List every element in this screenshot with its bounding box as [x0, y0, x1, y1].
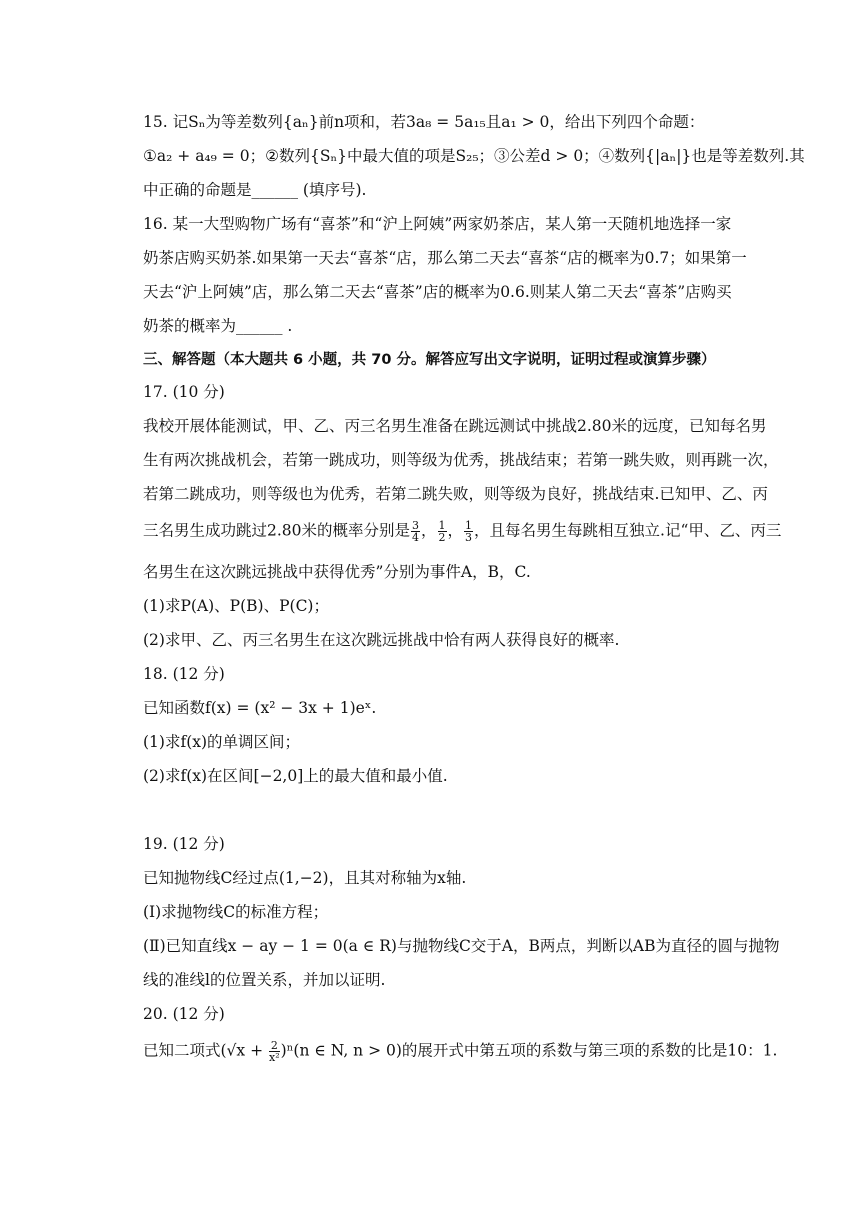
fraction-three-quarters: $\frac{3}{4}$: [412, 519, 420, 544]
q19-part2a: (Ⅱ)已知直线x − ay − 1 = 0(a ∈ R)与抛物线C交于A，B两点，判断以AB为直径的圆与抛物: [143, 937, 780, 955]
q20-line1-pre: 已知二项式(√x +: [143, 1041, 269, 1060]
q16-line2: 奶茶店购买奶茶.如果第一天去“喜茶“店，那么第二天去“喜茶“店的概率为0.7；如果第一: [143, 249, 747, 267]
q15-line3: 中正确的命题是______ (填序号).: [143, 181, 367, 199]
q15-line1: 15. 记Sₙ为等差数列{aₙ}前n项和，若3a₈ = 5a₁₅且a₁ > 0，给出下列四个命题：: [143, 113, 705, 131]
q16-line3: 天去“沪上阿姨”店，那么第二天去“喜茶”店的概率为0.6.则某人第二天去“喜茶”店购买: [143, 283, 732, 301]
q18-head: 18. (12 分): [143, 665, 225, 683]
q17-line4: 三名男生成功跳过2.80米的概率分别是 $\frac{3}{4}$ ， $\frac{1}{2}$ ， $\frac{1}{3}$ ，且每名男生每跳相互独立.记“甲、乙、丙三: [143, 519, 782, 544]
q17-line5: 名男生在这次跳远挑战中获得优秀”分别为事件A，B，C.: [143, 563, 531, 581]
q15-line2: ①a₂ + a₄₉ = 0；②数列{Sₙ}中最大值的项是S₂₅；③公差d > 0；④数列{|aₙ|}也是等差数列.其: [143, 147, 805, 165]
q18-line1: 已知函数f(x) = (x² − 3x + 1)eˣ.: [143, 699, 377, 717]
section-heading: 三、解答题（本大题共 6 小题，共 70 分。解答应写出文字说明，证明过程或演算步骤）: [143, 352, 716, 368]
q18-part2: (2)求f(x)在区间[−2,0]上的最大值和最小值.: [143, 767, 448, 785]
q17-line3: 若第二跳成功，则等级也为优秀，若第二跳失败，则等级为良好，挑战结束.已知甲、乙、丙: [143, 485, 768, 503]
q17-line4-post: ，且每名男生每跳相互独立.记“甲、乙、丙三: [474, 521, 782, 540]
q16-line4: 奶茶的概率为______ .: [143, 317, 293, 335]
q18-part1: (1)求f(x)的单调区间；: [143, 733, 301, 751]
q20-line1: [143, 1040, 783, 1063]
q17-line1: 我校开展体能测试，甲、乙、丙三名男生准备在跳远测试中挑战2.80米的远度，已知每名男: [143, 417, 767, 435]
q17-line4-pre: 三名男生成功跳过2.80米的概率分别是: [143, 521, 411, 540]
q17-part2: (2)求甲、乙、丙三名男生在这次跳远挑战中恰有两人获得良好的概率.: [143, 631, 620, 649]
q20-head: 20. (12 分): [143, 1005, 225, 1023]
q19-part1: (Ⅰ)求抛物线C的标准方程；: [143, 903, 329, 921]
q16-line1: 16. 某一大型购物广场有“喜茶”和“沪上阿姨”两家奶茶店，某人第一天随机地选择一家: [143, 215, 732, 233]
q17-head: 17. (10 分): [143, 383, 225, 401]
q17-line2: 生有两次挑战机会，若第一跳成功，则等级为优秀，挑战结束；若第一跳失败，则再跳一次，: [143, 451, 779, 469]
q20-line1-post: )ⁿ(n ∈ N, n > 0)的展开式中第五项的系数与第三项的系数的比是10：1.: [280, 1041, 778, 1060]
q19-line1: 已知抛物线C经过点(1,−2)，且其对称轴为x轴.: [143, 869, 467, 887]
fraction-two-over-x-squared: $\frac{2}{\text{x²}}$: [269, 1039, 280, 1064]
fraction-one-half: $\frac{1}{2}$: [438, 519, 446, 544]
q19-head: 19. (12 分): [143, 835, 225, 853]
q19-part2b: 线的准线l的位置关系，并加以证明.: [143, 971, 386, 989]
fraction-one-third: $\frac{1}{3}$: [465, 519, 473, 544]
q17-part1: (1)求P(A)、P(B)、P(C)；: [143, 597, 329, 615]
